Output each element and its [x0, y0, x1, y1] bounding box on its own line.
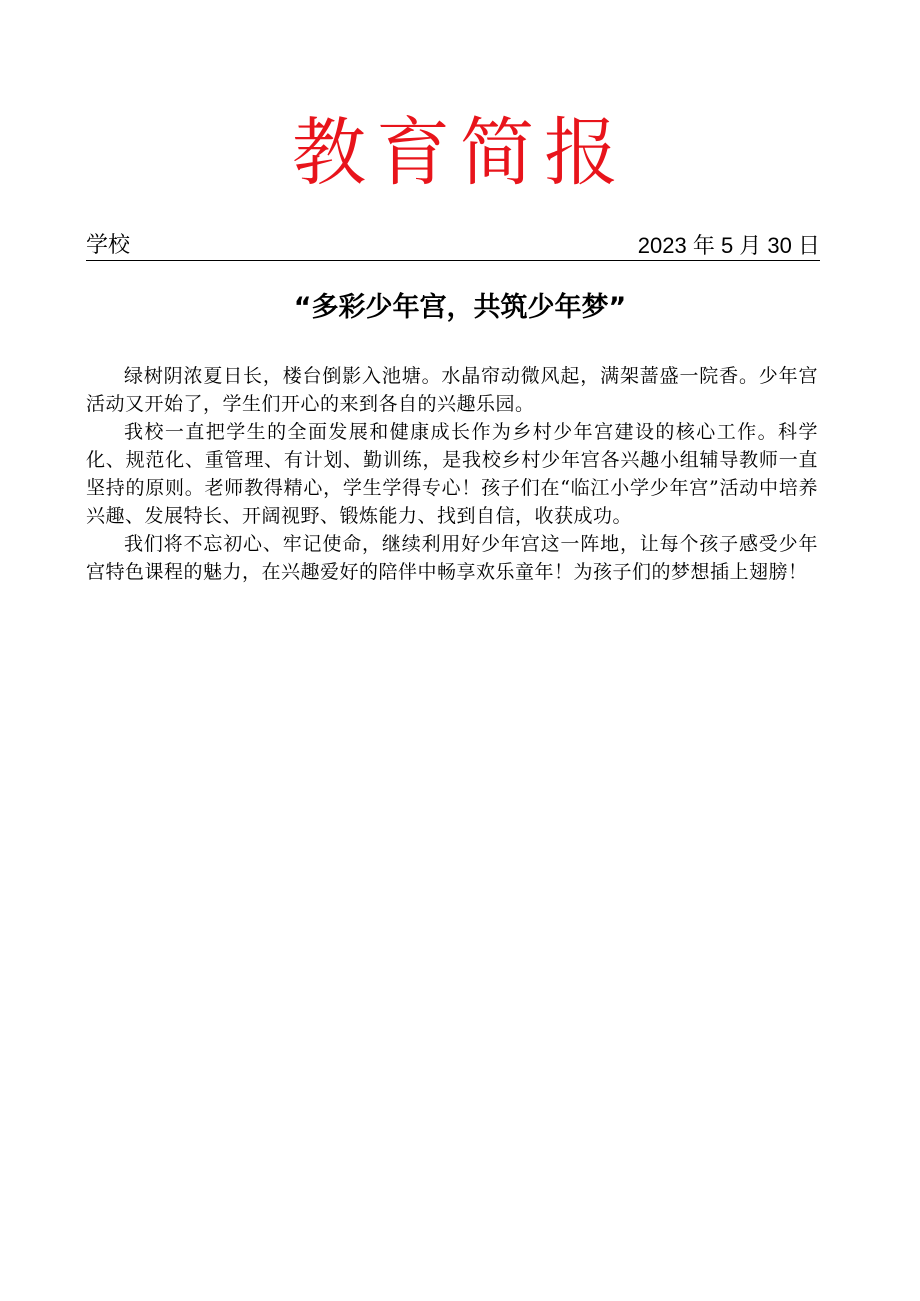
article-paragraph: 我们将不忘初心、牢记使命，继续利用好少年宫这一阵地，让每个孩子感受少年宫特色课程的魅力，在兴趣爱好的陪伴中畅享欢乐童年！为孩子们的梦想插上翅膀！ [86, 533, 818, 583]
article-paragraph: 我校一直把学生的全面发展和健康成长作为乡村少年宫建设的核心工作。科学化、规范化、重管理、有计划、勤训练，是我校乡村少年宫各兴趣小组辅导教师一直坚持的原则。老师教得精心，学生学得专心！孩子们在“临江小学少年宫”活动中培养兴趣、发展特长、开阔视野、锻炼能力、找到自信，收获成功。 [86, 421, 818, 527]
newsletter-title: 教育简报 [292, 110, 628, 196]
publish-date: 2023 年 5 月 30 日 [637, 233, 820, 258]
school-label: 学校 [86, 233, 131, 258]
meta-line [86, 230, 820, 261]
article-paragraph: 绿树阴浓夏日长，楼台倒影入池塘。水晶帘动微风起，满架蔷盛一院香。少年宫活动又开始了，学生们开心的来到各自的兴趣乐园。 [86, 365, 818, 415]
article-body [86, 362, 818, 586]
article-headline: “多彩少年宫，共筑少年梦” [293, 292, 627, 323]
